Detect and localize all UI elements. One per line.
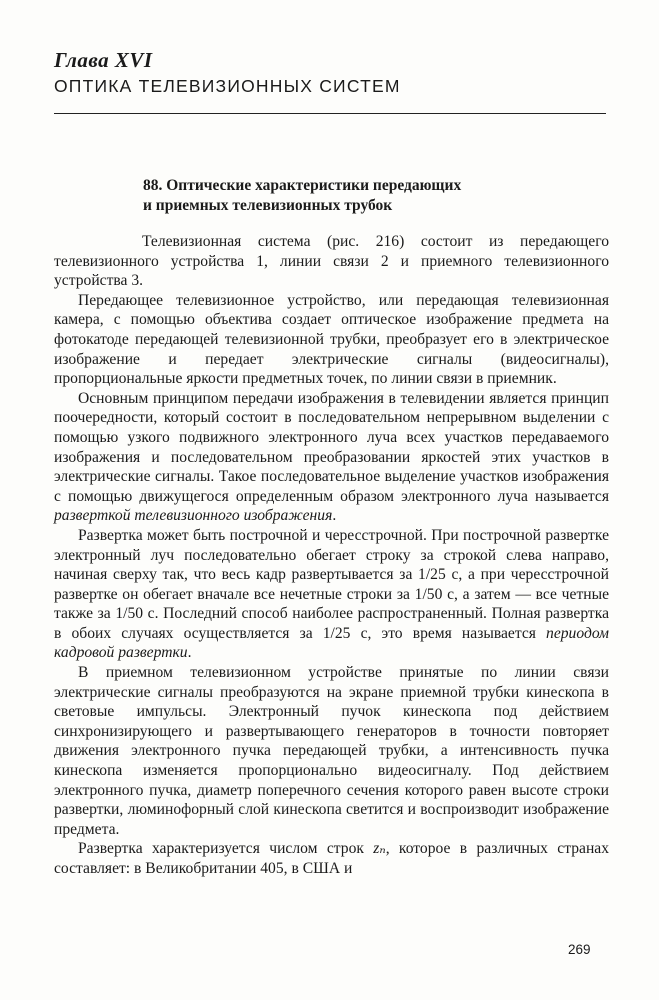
- paragraph-2: Передающее телевизионное устройство, или передающая телевизионная камера, с помощью объектива создает оптическое изображение предмета на фотокатоде передающей телевизионной трубки, преобразует его в электрическое изображение и передает электрические сигналы (видеосигналы), пропорциональные яркости предметных точек, по линии связи в приемник.: [54, 291, 609, 388]
- paragraph-1: Телевизионная система (рис. 216) состоит из передающего телевизионного устройства 1, линии связи 2 и приемного телевизионного устройства 3.: [54, 233, 609, 290]
- section-heading-line2: и приемных телевизионных трубок: [143, 197, 393, 214]
- term-scan: разверткой телевизионного изображения: [54, 507, 333, 525]
- body-text: [54, 232, 609, 879]
- paragraph-6: [54, 839, 609, 878]
- paragraph-3: [54, 389, 609, 526]
- symbol-zn: zₙ: [373, 840, 386, 858]
- paragraph-4: [54, 526, 609, 663]
- paragraph-5: В приемном телевизионном устройстве принятые по линии связи электрические сигналы преобразуются на экране приемной трубки кинескопа в световые импульсы. Электронный пучок кинескопа под действием синхронизирующего и развертывающего генераторов в точности повторяет движения электронного пучка передающей трубки, а интенсивность пучка кинескопа изменяется пропорционально видеосигналу. Под действием электронного пучка, диаметр поперечного сечения которого равен высоте строки развертки, люминофорный слой кинескопа светится и воспроизводит изображение предмета.: [54, 664, 609, 838]
- header-rule: [54, 113, 606, 114]
- term-frame-period: периодом кадровой развертки: [54, 624, 609, 662]
- paragraph-6-text: Развертка характеризуется числом строк: [78, 840, 374, 858]
- section-heading-line1: 88. Оптические характеристики передающих: [143, 177, 462, 194]
- paragraph-4-end: .: [187, 644, 192, 662]
- paragraph-3-end: .: [332, 507, 337, 525]
- paragraph-6-end: , которое в различных странах составляет: в Великобритании 405, в США и: [54, 840, 610, 877]
- paragraph-3-text: Основным принципом передачи изображения в телевидении является принцип поочередности, который состоит в последовательном непрерывном выделении с помощью узкого подвижного электронного луча всех участков передаваемого изображения и последовательном преобразовании яркостей этих участков в электрические сигналы. Такое последовательное выделение участков изображения с помощью движущегося определенным образом электронного луча называется: [54, 389, 609, 505]
- page-number: 269: [568, 942, 591, 957]
- chapter-label: Глава XVI: [54, 48, 153, 72]
- paragraph-4-text: Развертка может быть построчной и чересстрочной. При построчной развертке электронный луч последовательно обегает строку за строкой слева направо, начиная сверху так, что весь кадр развертывается за 1/25 с, а при чересстрочной развертке он обегает вначале все нечетные строки за 1/50 с, а затем — все четные также за 1/50 с. Последний способ наиболее распространенный. Полная развертка в обоих случаях осуществляется за 1/25 с, это время называется: [54, 526, 609, 642]
- section-heading: [143, 176, 563, 216]
- chapter-title: ОПТИКА ТЕЛЕВИЗИОННЫХ СИСТЕМ: [54, 76, 401, 96]
